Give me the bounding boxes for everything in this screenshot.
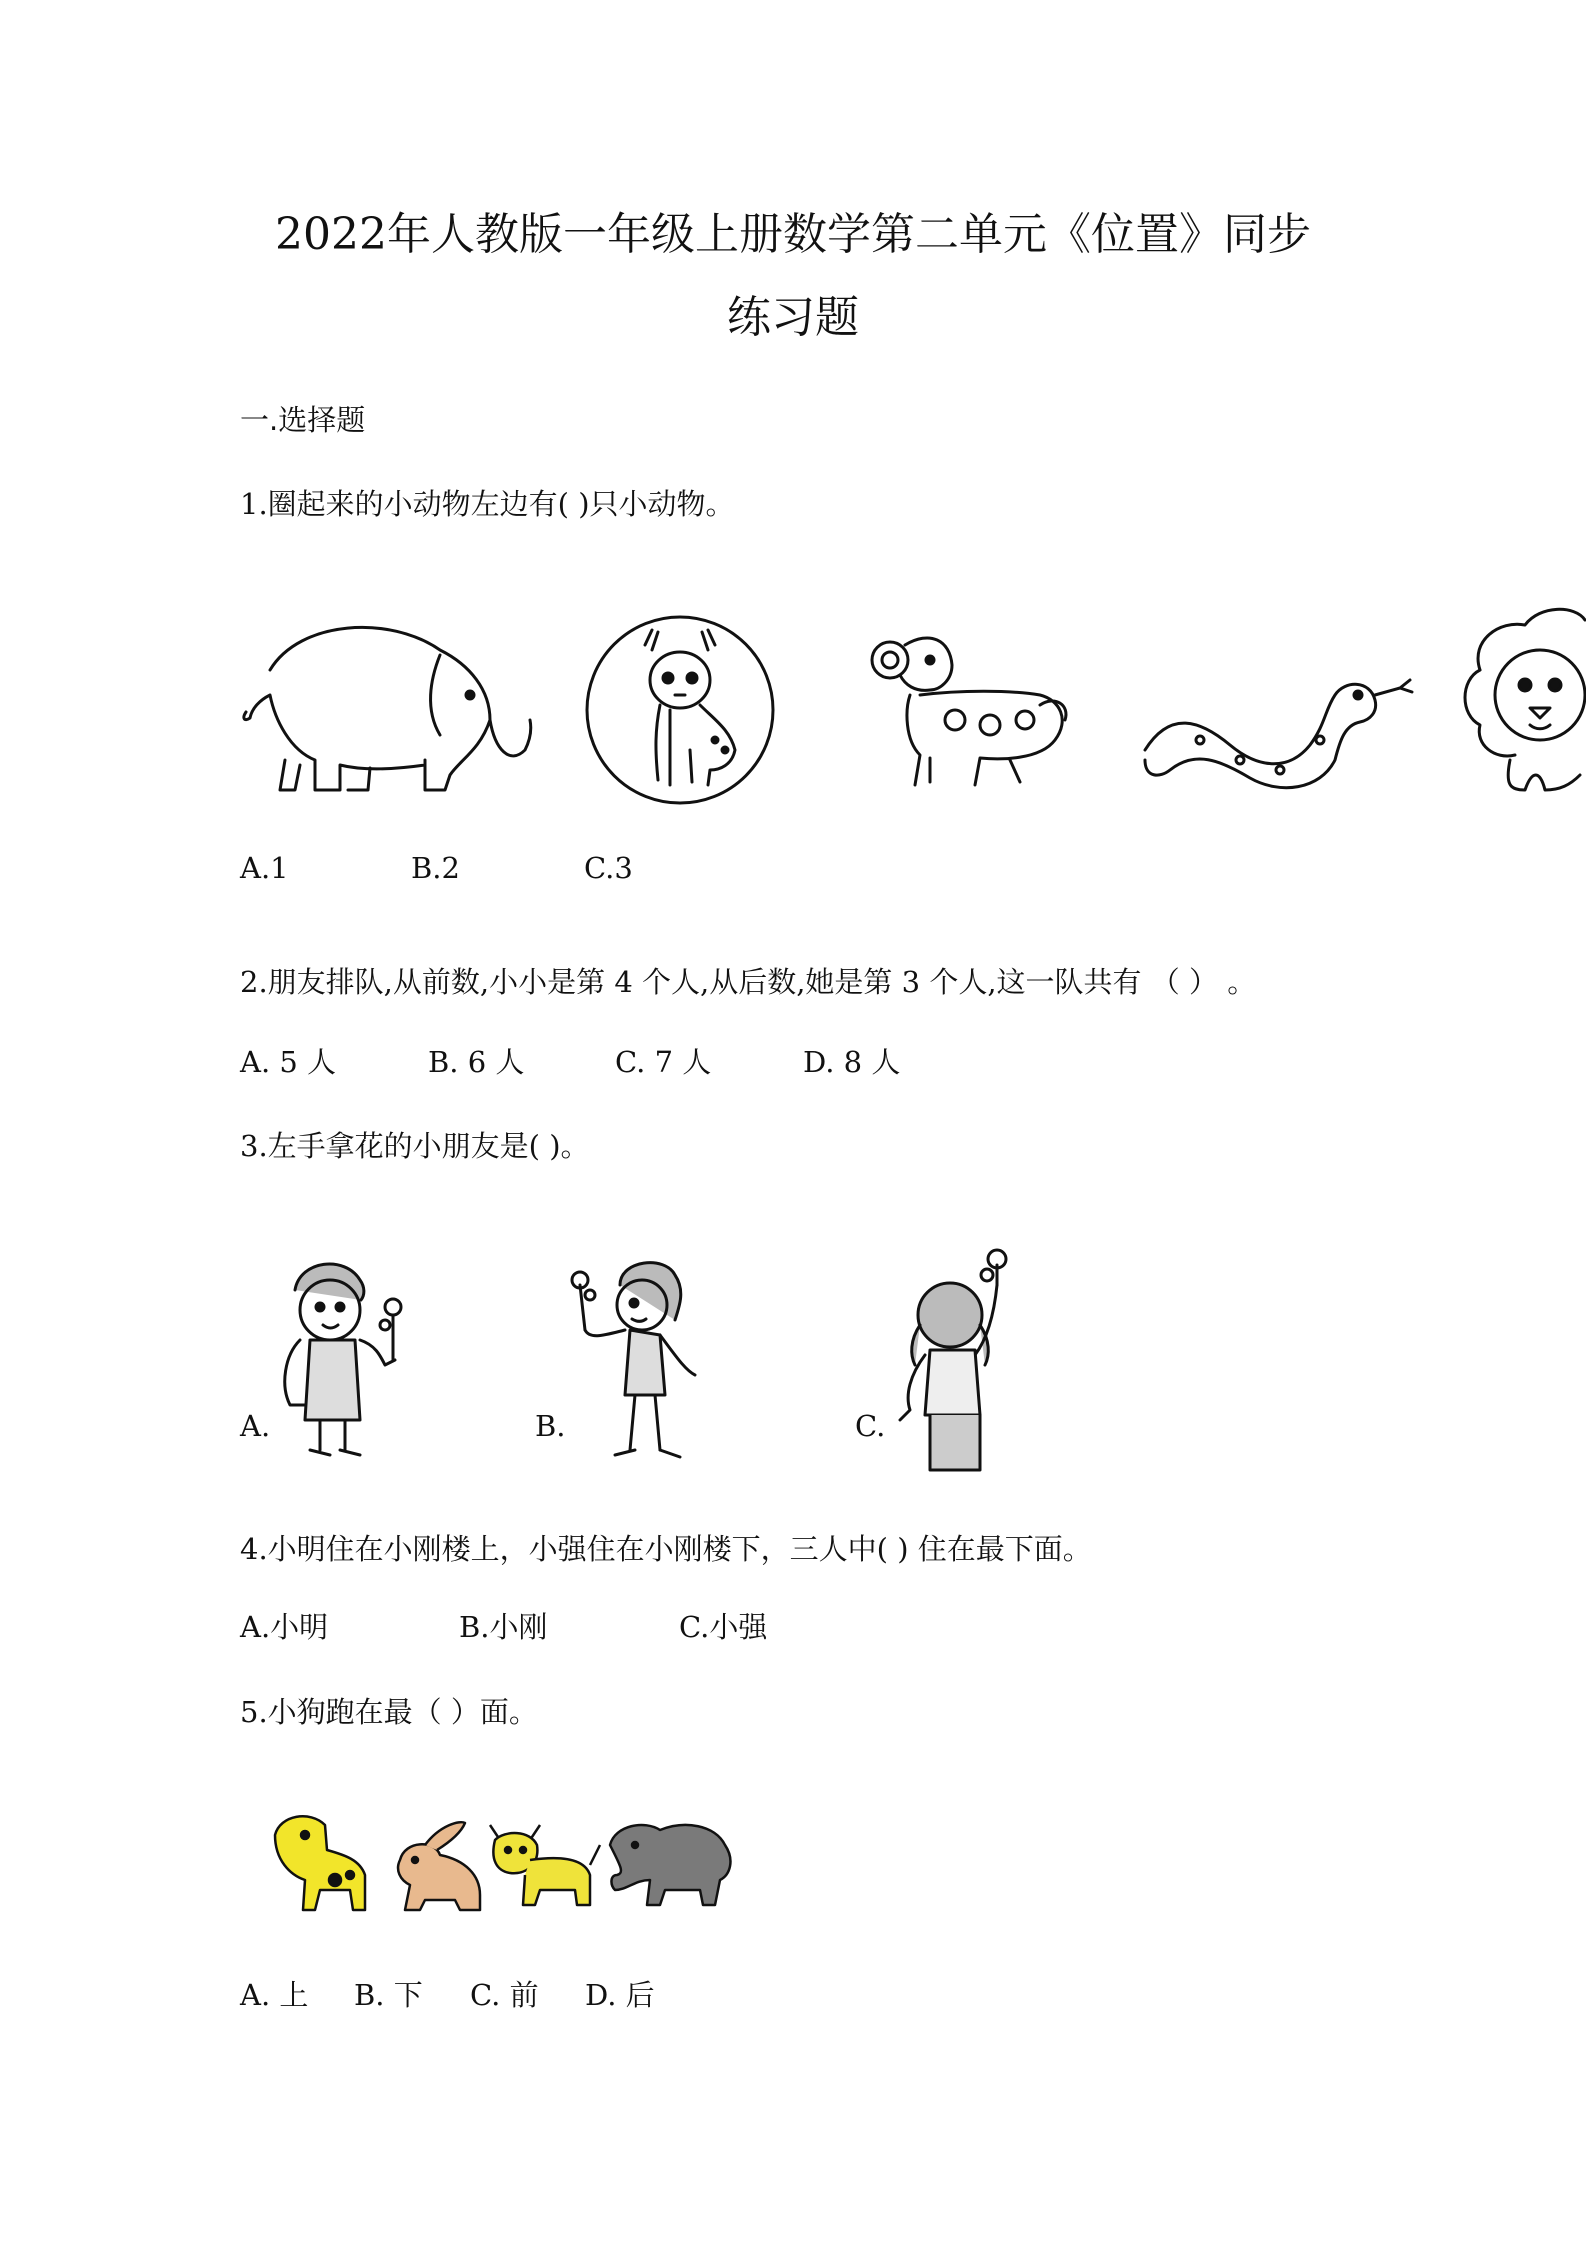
snake-icon bbox=[1145, 680, 1412, 788]
q5-option-d[interactable]: D. 后 bbox=[585, 1978, 655, 2012]
q4-option-a[interactable]: A.小明 bbox=[240, 1610, 329, 1644]
elephant-icon bbox=[244, 627, 531, 790]
q3-girl-a-figure bbox=[265, 1245, 425, 1475]
q2-option-b[interactable]: B. 6 人 bbox=[428, 1045, 525, 1079]
question-4-stem: 4.小明住在小刚楼上，小强住在小刚楼下，三人中( ) 住在最下面。 bbox=[240, 1532, 1092, 1566]
lion-icon bbox=[1465, 609, 1585, 790]
q5-option-b[interactable]: B. 下 bbox=[354, 1978, 423, 2012]
question-5-stem: 5.小狗跑在最（ ）面。 bbox=[240, 1695, 538, 1729]
q1-option-c[interactable]: C.3 bbox=[584, 851, 633, 885]
q3-option-c[interactable]: C. bbox=[855, 1409, 886, 1443]
ox-icon bbox=[490, 1825, 600, 1905]
q2-option-c[interactable]: C. 7 人 bbox=[615, 1045, 712, 1079]
question-1-stem: 1.圈起来的小动物左边有( )只小动物。 bbox=[240, 487, 735, 521]
q2-option-d[interactable]: D. 8 人 bbox=[803, 1045, 901, 1079]
q1-option-b[interactable]: B.2 bbox=[411, 851, 460, 885]
q3-option-b[interactable]: B. bbox=[535, 1409, 566, 1443]
page-title-line1: 2022年人教版一年级上册数学第二单元《位置》同步 bbox=[275, 209, 1311, 260]
q4-option-c[interactable]: C.小强 bbox=[679, 1610, 768, 1644]
q5-option-a[interactable]: A. 上 bbox=[240, 1978, 309, 2012]
q2-option-a[interactable]: A. 5 人 bbox=[240, 1045, 337, 1079]
q3-option-a[interactable]: A. bbox=[240, 1409, 271, 1443]
question-3-stem: 3.左手拿花的小朋友是( )。 bbox=[240, 1129, 590, 1163]
dog-icon bbox=[275, 1816, 365, 1910]
question-2-stem: 2.朋友排队,从前数,小小是第 4 个人,从后数,她是第 3 个人,这一队共有 （ ） 。 bbox=[240, 965, 1257, 999]
q3-girl-b-figure bbox=[560, 1245, 730, 1475]
q4-option-b[interactable]: B.小刚 bbox=[459, 1610, 548, 1644]
q5-animals-figure bbox=[265, 1805, 745, 1925]
rabbit-icon bbox=[398, 1822, 480, 1910]
q1-animals-figure bbox=[240, 600, 1586, 800]
q5-option-c[interactable]: C. 前 bbox=[470, 1978, 539, 2012]
ram-icon bbox=[872, 638, 1066, 785]
section-header-multiple-choice: 一.选择题 bbox=[240, 403, 366, 437]
page-title-line2: 练习题 bbox=[727, 292, 859, 343]
deer-circled-icon bbox=[587, 617, 773, 803]
q3-girl-c-figure bbox=[885, 1245, 1035, 1485]
elephant-icon bbox=[610, 1825, 730, 1905]
q1-option-a[interactable]: A.1 bbox=[240, 851, 289, 885]
